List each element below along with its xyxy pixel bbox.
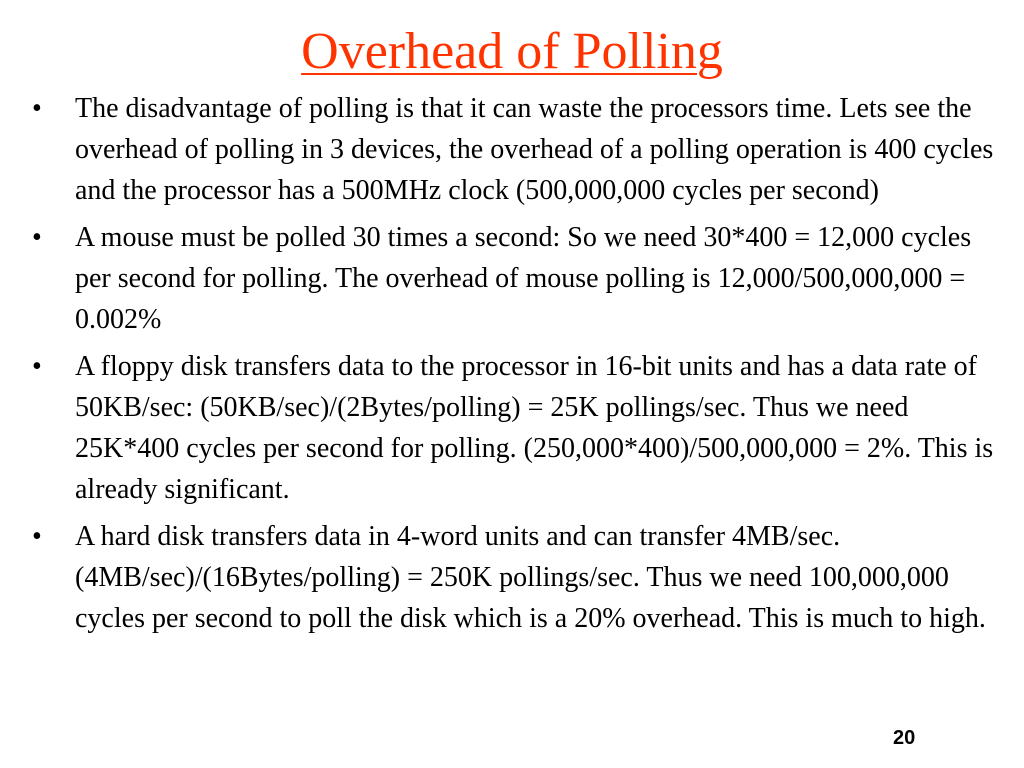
page-number: 20 — [893, 727, 916, 749]
bullet-item — [26, 217, 996, 340]
bullet-marker: • — [32, 521, 42, 552]
bullet-text: A hard disk transfers data in 4-word units and can transfer 4MB/sec. (4MB/sec)/(16Bytes/polling) = 250K pollings/sec. Thus we need 100,000,000 cycles per second to poll the disk which is a 20% overhead. This is much to high. — [75, 521, 986, 634]
bullet-text: A mouse must be polled 30 times a second: So we need 30*400 = 12,000 cycles per second for polling. The overhead of mouse polling is 12,000/500,000,000 = 0.002% — [75, 222, 972, 335]
bullet-text: A floppy disk transfers data to the processor in 16-bit units and has a data rate of 50KB/sec: (50KB/sec)/(2Bytes/polling) = 25K pollings/sec. Thus we need 25K*400 cycles per second for polling. (250,000*400)/500,000,000 = 2%. This is already significant. — [75, 351, 994, 505]
bullet-item — [26, 346, 996, 510]
bullet-item — [26, 88, 996, 211]
bullet-marker: • — [32, 351, 42, 382]
bullet-text: The disadvantage of polling is that it can waste the processors time. Lets see the overhead of polling in 3 devices, the overhead of a polling operation is 400 cycles and the processor has a 500MHz clock (500,000,000 cycles per second) — [75, 93, 994, 206]
bullet-item — [26, 516, 996, 639]
bullet-marker: • — [32, 93, 42, 124]
slide-title: Overhead of Polling — [301, 23, 723, 80]
bullet-list — [26, 88, 996, 645]
bullet-marker: • — [32, 222, 42, 253]
